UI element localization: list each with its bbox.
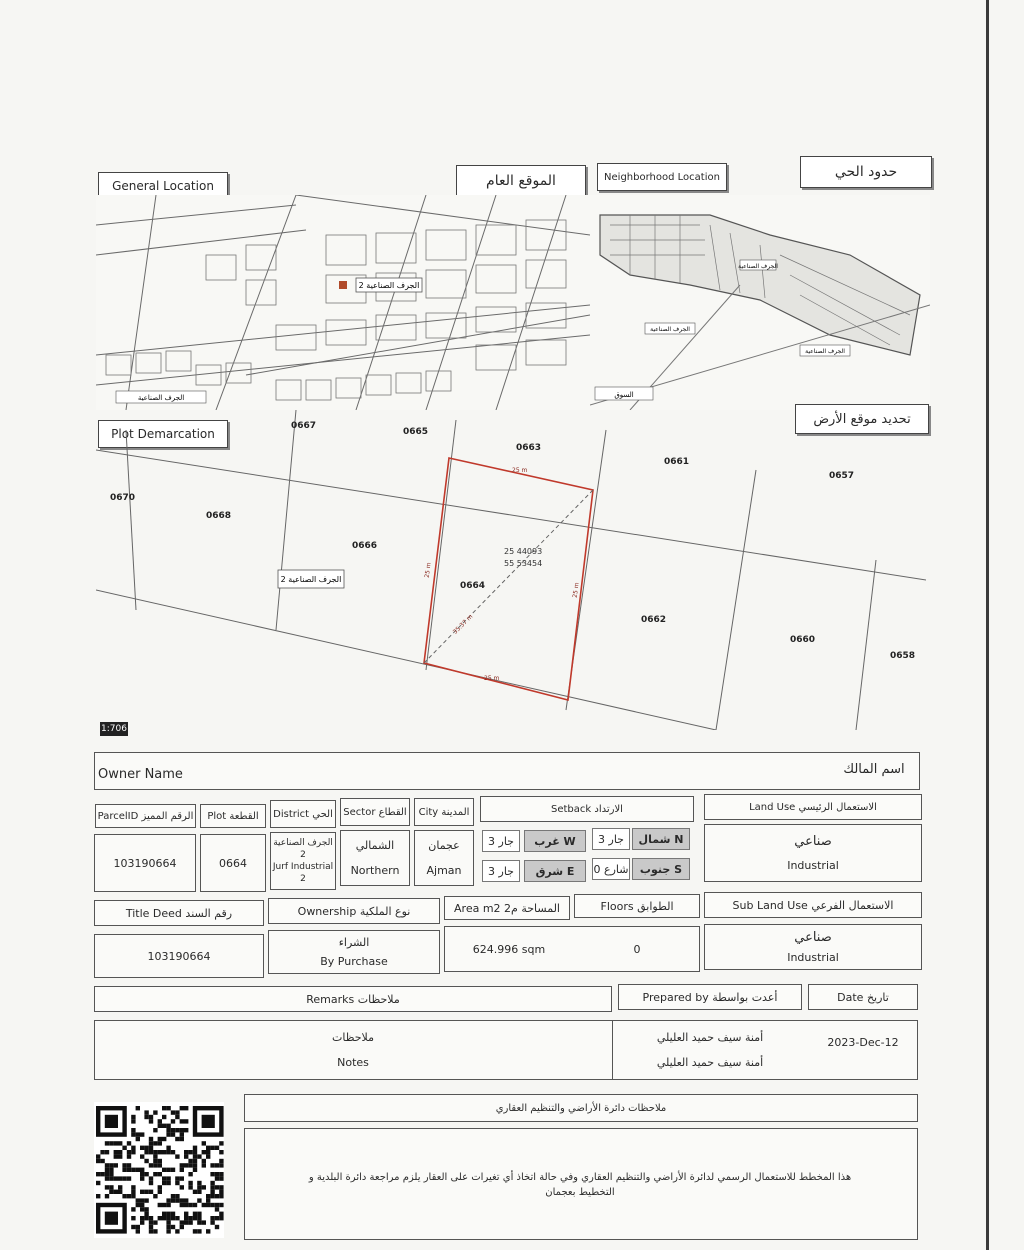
coords-n: 25 44093 (504, 547, 543, 556)
district-value (270, 832, 336, 890)
dim-diagonal: 35.37 m (451, 613, 475, 636)
qr-code (94, 1102, 224, 1238)
prepared-by-header: Prepared by أعدت بواسطة (618, 984, 802, 1010)
dim-left: 25 m (423, 562, 433, 579)
disclaimer-line-2: التخطيط بعجمان (545, 1187, 615, 1198)
plot-0668: 0668 (206, 511, 232, 521)
setback-e-value: جار 3 (482, 860, 520, 882)
district-header: District الحي (270, 800, 336, 828)
district-en: Jurf Industrial 2 (272, 862, 334, 884)
area-value: 624.996 sqm (472, 942, 546, 956)
nb-label-4: السوق (614, 391, 634, 399)
setback-w-value: جار 3 (482, 830, 520, 852)
sector-ar: الشمالي (355, 839, 395, 852)
ownership-value (268, 930, 440, 974)
parcel-id-header: ParcelID الرقم المميز (95, 804, 196, 828)
owner-name-ar-label: اسم المالك (843, 761, 905, 777)
coords-e: 55 53454 (504, 559, 543, 568)
setback-n-value: جار 3 (592, 828, 630, 850)
dim-right: 25 m (571, 582, 581, 599)
dim-bottom: 25 m (484, 675, 500, 682)
plot-0664: 0664 (460, 581, 486, 591)
area-header: Area m2 المساحة م2 (444, 896, 570, 920)
setback-e-label: شرق E (524, 860, 586, 882)
department-notes-header: ملاحظات دائرة الأراضي والتنظيم العقاري (495, 1102, 667, 1114)
setback-n-label: شمال N (632, 828, 690, 850)
plot-0657: 0657 (829, 471, 855, 481)
disclaimer-line-1: هذا المخطط للاستعمال الرسمي لدائرة الأراضي والتنظيم العقاري وفي حالة اتخاذ أي تغيرات على العقار يلزم مراجعة دائرة البلدية و (308, 1172, 852, 1183)
remarks-en: Notes (337, 1056, 369, 1069)
owner-name-label: Owner Name (98, 766, 183, 782)
sector-header: Sector القطاع (340, 798, 410, 826)
ownership-header: Ownership نوع الملكية (268, 898, 440, 924)
ownership-ar: الشراء (338, 936, 370, 949)
owner-name-row (94, 752, 920, 790)
nb-label-1: الجرف الصناعية (738, 263, 778, 270)
sub-land-use-header: Sub Land Use الاستعمال الفرعي (704, 892, 922, 918)
general-location-label: General Location (98, 172, 228, 200)
prepared-by-value (612, 1020, 808, 1080)
title-deed-header: Title Deed رقم السند (94, 900, 264, 926)
city-header: City المدينة (414, 798, 474, 826)
remarks-value (94, 1020, 612, 1080)
plot-0658: 0658 (890, 651, 916, 661)
land-use-header: Land Use الاستعمال الرئيسي (704, 794, 922, 820)
plot-0665: 0665 (403, 427, 429, 437)
land-use-ar: صناعي (794, 834, 832, 849)
plot-0663: 0663 (516, 443, 542, 453)
scale-badge: 1:706 (101, 724, 127, 734)
date-value: 2023-Dec-12 (827, 1035, 899, 1049)
floors-value: 0 (633, 942, 641, 956)
sub-land-use-en: Industrial (787, 951, 839, 964)
general-location-map (96, 195, 590, 410)
neighborhood-location-ar-label: حدود الحي (800, 156, 932, 188)
ownership-en: By Purchase (320, 955, 388, 968)
date-header: Date تاريخ (808, 984, 918, 1010)
sector-value (340, 830, 410, 886)
nb-label-2: الجرف الصناعية (650, 326, 690, 333)
neighborhood-location-label: Neighborhood Location (597, 163, 727, 191)
neighborhood-map (590, 195, 930, 410)
plot-0661: 0661 (664, 457, 690, 467)
plot-0667: 0667 (291, 421, 317, 431)
plot-header: Plot القطعة (200, 804, 266, 828)
setback-header: Setback الارتداد (480, 796, 694, 822)
plot-0670: 0670 (110, 493, 136, 503)
title-deed-value: 103190664 (147, 949, 211, 963)
setback-s-value: شارع 0 (592, 858, 630, 880)
prepared-by-1: أمنة سيف حميد العليلي (656, 1031, 764, 1044)
plot-demarcation-map (96, 410, 926, 730)
plot-demarcation-label: Plot Demarcation (98, 420, 228, 448)
city-value (414, 830, 474, 886)
sector-en: Northern (350, 864, 400, 877)
general-location-ar-label: الموقع العام (456, 165, 586, 197)
city-ar: عجمان (428, 839, 460, 852)
page-edge (986, 0, 989, 1250)
land-use-en: Industrial (787, 859, 839, 872)
district-ar: الجرف الصناعية 2 (273, 838, 333, 860)
general-map-area-label: الجرف الصناعية 2 (358, 281, 420, 290)
city-en: Ajman (426, 864, 462, 877)
general-map-small-label: الجرف الصناعية (137, 394, 185, 402)
plot-0666: 0666 (352, 541, 378, 551)
setback-w-label: غرب W (524, 830, 586, 852)
prepared-by-2: أمنة سيف حميد العليلي (656, 1056, 764, 1069)
dim-top: 25 m (512, 467, 528, 474)
disclaimer-text (250, 1150, 910, 1220)
land-use-value (704, 824, 922, 882)
plot-value: 0664 (219, 856, 247, 870)
remarks-header: Remarks ملاحظات (94, 986, 612, 1012)
sub-land-use-value (704, 924, 922, 970)
setback-s-label: جنوب S (632, 858, 690, 880)
plot-location-ar-label: تحديد موقع الأرض (795, 404, 929, 434)
remarks-ar: ملاحظات (332, 1031, 374, 1044)
plot-0662: 0662 (641, 615, 667, 625)
floors-header: Floors الطوابق (574, 894, 700, 918)
parcel-id-value: 103190664 (113, 856, 177, 870)
sub-land-use-ar: صناعي (794, 930, 832, 945)
nb-label-3: الجرف الصناعية (805, 348, 845, 355)
district-callout: الجرف الصناعية 2 (280, 575, 342, 584)
plot-0660: 0660 (790, 635, 816, 645)
